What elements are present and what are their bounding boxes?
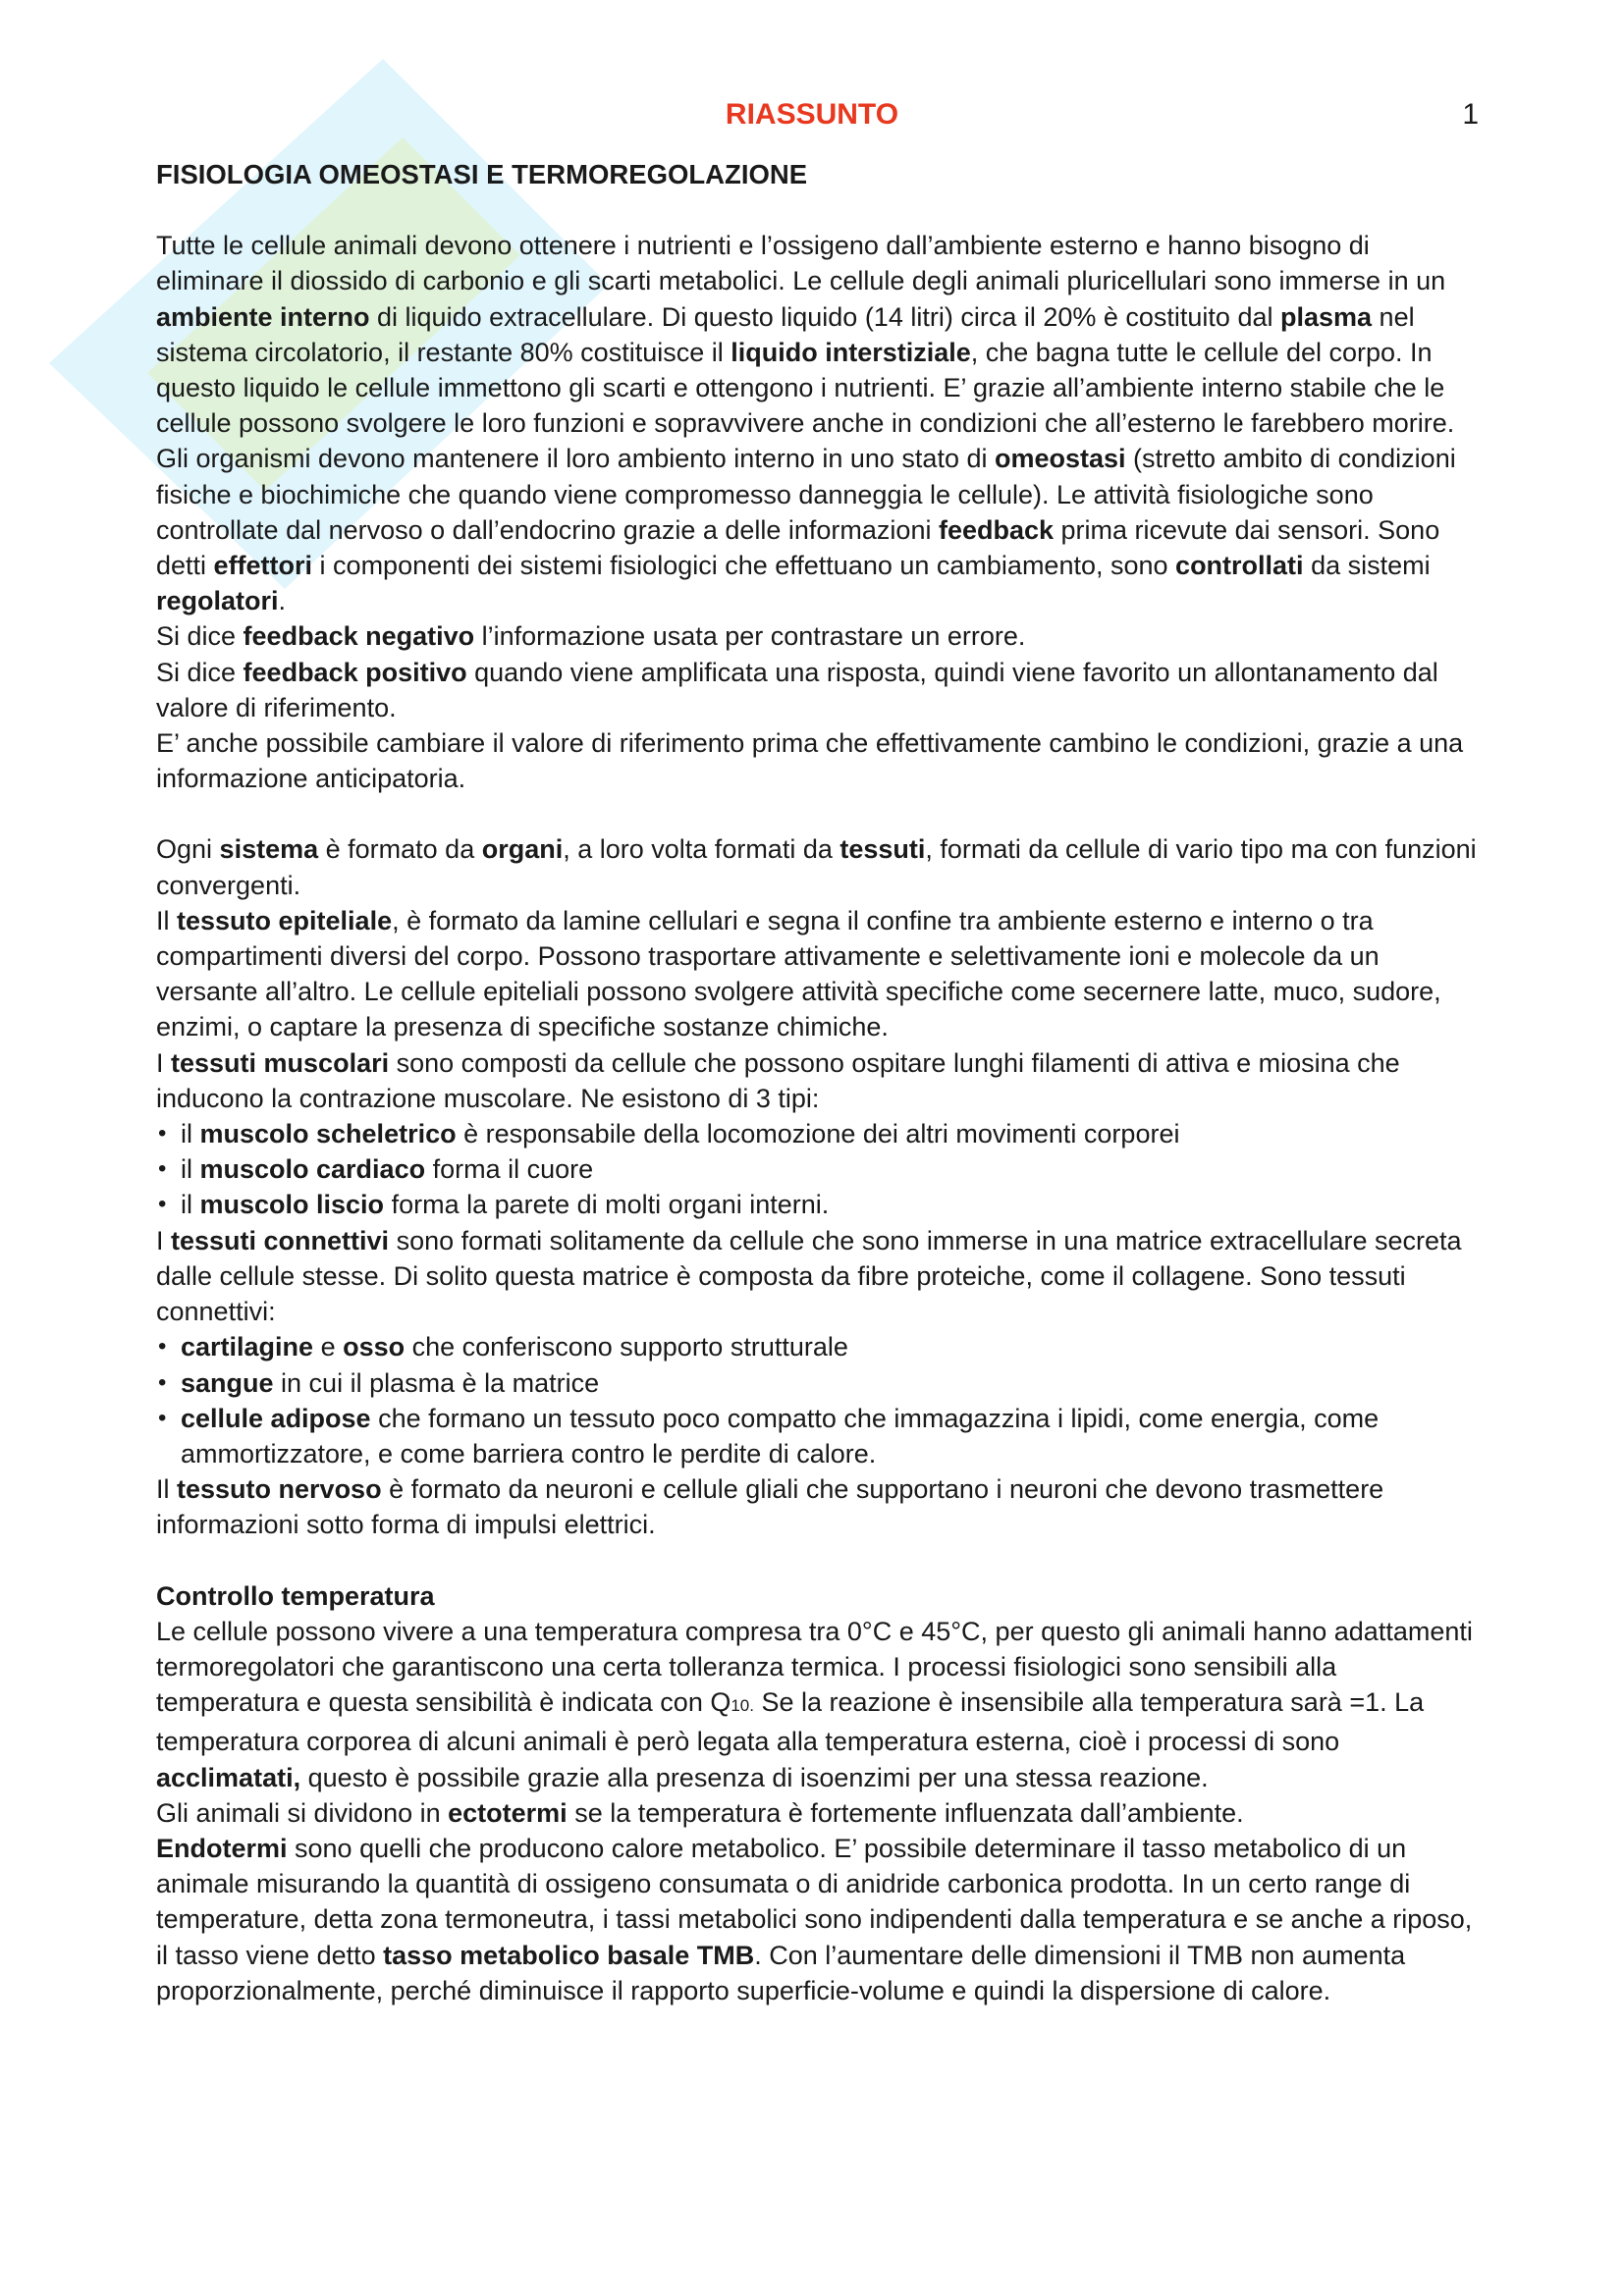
paragraph-systems: Ogni sistema è formato da organi, a loro volta formati da tessuti, formati da cellule di vario tipo ma con funzioni convergenti. [156,834,1477,900]
connective-tissue-list [156,1329,1482,1471]
page-number: 1 [1462,98,1479,131]
list-item: • cartilagine e osso che conferiscono supporto strutturale [156,1329,1482,1364]
list-item: • cellule adipose che formano un tessuto poco compatto che immagazzina i lipidi, come energia, come ammortizzatore, e come barriera contro le perdite di calore. [156,1401,1482,1471]
paragraph-positive-feedback: Si dice feedback positivo quando viene amplificata una risposta, quindi viene favorito un allontanamento dal valore di riferimento. [156,657,1438,722]
page-title: RIASSUNTO [725,98,899,131]
document-body [156,157,1482,2008]
section-heading-temperature: Controllo temperatura [156,1580,435,1611]
list-item: • sangue in cui il plasma è la matrice [156,1365,1482,1401]
paragraph-epithelial: Il tessuto epiteliale, è formato da lamine cellulari e segna il confine tra ambiente esterno e interno o tra compartimenti diversi del corpo. Possono trasportare attivamente e selettivamente ioni e molecole da un versante all’altro. Le cellule epiteliali possono svolgere attività specifiche come secernere latte, muco, sudore, enzimi, o captare la presenza di specifiche sostanze chimiche. [156,905,1441,1042]
paragraph-internal-environment: Tutte le cellule animali devono ottenere i nutrienti e l’ossigeno dall’ambiente esterno e hanno bisogno di eliminare il diossido di carbonio e gli scarti metabolici. Le cellule degli animali pluricellulari sono immerse in un ambiente interno di liquido extracellulare. Di questo liquido (14 litri) circa il 20% è costituito dal plasma nel sistema circolatorio, il restante 80% costituisce il liquido interstiziale, che bagna tutte le cellule del corpo. In questo liquido le cellule immettono gli scarti e ottengono i nutrienti. E’ grazie all’ambiente interno stabile che le cellule possono svolgere le loro funzioni e sopravvivere anche in condizioni che all’esterno le farebbero morire. [156,231,1455,439]
paragraph-temperature: Le cellule possono vivere a una temperatura compresa tra 0°C e 45°C, per questo gli animali hanno adattamenti termoregolatori che garantiscono una certa tolleranza termica. I processi fisiologici sono sensibili alla temperatura e questa sensibilità è indicata con Q10. Se la reazione è insensibile alla temperatura sarà =1. La temperatura corporea di alcuni animali è però legata alla temperatura esterna, cioè i processi di sono acclimatati, questo è possibile grazie alla presenza di isoenzimi per una stessa reazione. [156,1616,1473,1792]
document-heading: FISIOLOGIA OMEOSTASI E TERMOREGOLAZIONE [156,159,808,189]
paragraph-ectotherms: Gli animali si dividono in ectotermi se la temperatura è fortemente influenzata dall’ambiente. [156,1797,1244,1828]
muscle-type-list [156,1116,1482,1223]
paragraph-anticipatory: E’ anche possibile cambiare il valore di riferimento prima che effettivamente cambino le condizioni, grazie a una informazione anticipatoria. [156,728,1464,794]
list-item: • il muscolo liscio forma la parete di molti organi interni. [156,1187,1482,1222]
paragraph-nervous: Il tessuto nervoso è formato da neuroni e cellule gliali che supportano i neuroni che devono trasmettere informazioni sotto forma di impulsi elettrici. [156,1474,1384,1540]
paragraph-endotherms: Endotermi sono quelli che producono calore metabolico. E’ possibile determinare il tasso metabolico di un animale misurando la quantità di ossigeno consumata o di anidride carbonica prodotta. In un certo range di temperature, detta zona termoneutra, i tassi metabolici sono indipendenti dalla temperatura e se anche a riposo, il tasso viene detto tasso metabolico basale TMB. Con l’aumentare delle dimensioni il TMB non aumenta proporzionalmente, perché diminuisce il rapporto superficie-volume e quindi la dispersione di calore. [156,1833,1473,2005]
paragraph-homeostasis: Gli organismi devono mantenere il loro ambiento interno in uno stato di omeostasi (stretto ambito di condizioni fisiche e biochimiche che quando viene compromesso danneggia le cellule). Le attività fisiologiche sono controllate dal nervoso o dall’endocrino grazie a delle informazioni feedback prima ricevute dai sensori. Sono detti effettori i componenti dei sistemi fisiologici che effettuano un cambiamento, sono controllati da sistemi regolatori. [156,444,1456,616]
paragraph-connective: I tessuti connettivi sono formati solitamente da cellule che sono immerse in una matrice extracellulare secreta dalle cellule stesse. Di solito questa matrice è composta da fibre proteiche, come il collagene. Sono tessuti connettivi: [156,1225,1462,1327]
list-item: • il muscolo scheletrico è responsabile della locomozione dei altri movimenti corporei [156,1116,1482,1151]
paragraph-muscle: I tessuti muscolari sono composti da cellule che possono ospitare lunghi filamenti di attiva e miosina che inducono la contrazione muscolare. Ne esistono di 3 tipi: [156,1047,1400,1113]
list-item: • il muscolo cardiaco forma il cuore [156,1151,1482,1187]
paragraph-negative-feedback: Si dice feedback negativo l’informazione usata per contrastare un errore. [156,621,1026,652]
